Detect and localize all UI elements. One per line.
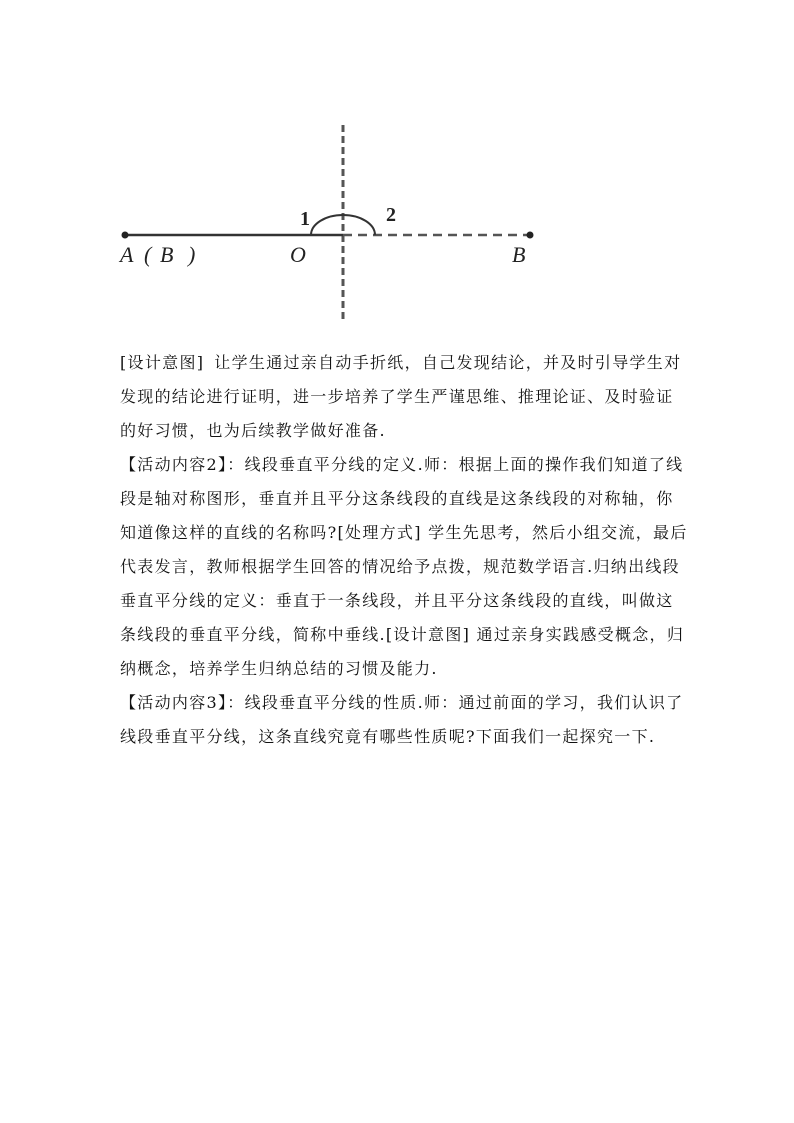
section-tag: [设计意图] <box>120 353 205 372</box>
section-tag: 【活动内容3】 <box>120 693 228 712</box>
geometry-figure <box>110 120 570 330</box>
document-body <box>120 346 690 754</box>
label-angle-2: 2 <box>386 204 396 226</box>
paragraph-text: ：线段垂直平分线的性质.师：通过前面的学习，我们认识了线段垂直平分线，这条直线究竟有哪些性质呢?下面我们一起探究一下. <box>120 693 684 746</box>
point-b-dot <box>527 232 534 239</box>
label-angle-1: 1 <box>300 208 310 230</box>
label-b: B <box>512 242 526 267</box>
label-o: O <box>290 242 306 267</box>
perpendicular-bisector-diagram <box>110 120 570 330</box>
label-b-image: B <box>160 242 174 267</box>
point-a-dot <box>122 232 129 239</box>
paragraph-text: 让学生通过亲自动手折纸，自己发现结论，并及时引导学生对发现的结论进行证明，进一步培养了学生严谨思维、推理论证、及时验证的好习惯，也为后续教学做好准备. <box>120 353 682 440</box>
paragraph-text: ：线段垂直平分线的定义.师：根据上面的操作我们知道了线段是轴对称图形，垂直并且平分这条线段的直线是这条线段的对称轴，你知道像这样的直线的名称吗?[处理方式] 学生先思考，然后小组交流，最后代表发言，教师根据学生回答的情况给予点拨，规范数学语言.归纳出线段垂直平分线的定义：垂直于一条线段，并且平分这条线段的直线，叫做这条线段的垂直平分线，简称中垂线.[设计意图] 通过亲身实践感受概念，归纳概念，培养学生归纳总结的习惯及能力. <box>120 455 688 678</box>
label-a: A <box>120 242 134 267</box>
label-paren-close: ) <box>188 242 196 267</box>
paragraph-activity-2 <box>120 448 690 686</box>
paragraph-activity-3 <box>120 686 690 754</box>
label-paren-open: ( <box>144 242 152 267</box>
paragraph-design-intent <box>120 346 690 448</box>
section-tag: 【活动内容2】 <box>120 455 228 474</box>
